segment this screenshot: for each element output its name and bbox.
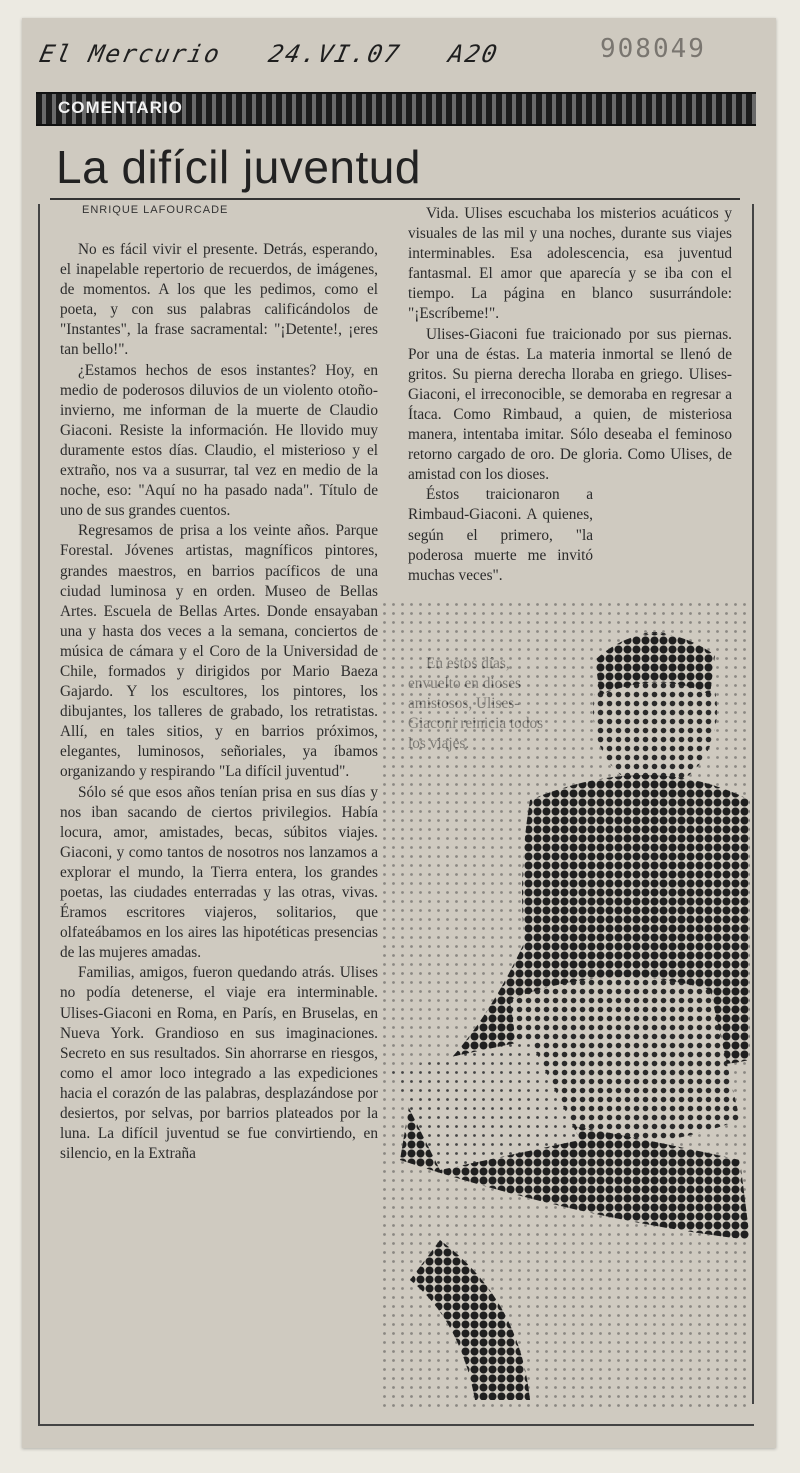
paragraph: No es fácil vivir el presente. Detrás, esperando, el inapelable repertorio de recuerdos, de imágenes, de momentos. A los que les pedimos, como el poeta, y con sus palabras calificándolos de "Instantes", la frase sacramental: "¡Detente!, ¡eres tan bello!". [60,241,378,359]
paragraph: Familias, amigos, fueron quedando atrás. Ulises no podía detenerse, el viaje era interminable. Ulises-Giaconi en Roma, en París, en Bruselas, en Nueva York. Grandioso en sus imaginaciones. Secreto en sus resultados. Sin ahorrarse en riesgos, como el amor loco integrado a las expediciones hacia el corazón de las palabras, desplazándose por desiertos, por selvas, por barrios plateados por la luna. La difícil juventud se fue convirtiendo, en silencio, en la Extraña [60,964,378,1163]
bottom-rule [38,1424,754,1426]
page-number: A20 [445,40,501,68]
archive-number: 908049 [600,34,706,64]
paragraph: Sólo sé que esos años tenían prisa en sus días y nos iban sacando de ciertos privilegios. Había locura, amor, amistades, becas, súbitos viajes. Giaconi, y como tantos de nosotros nos lanzamos a explorar el mundo, la Tierra entera, los grandes poetas, las ciudades enterradas y las otras, vivas. Éramos escritores viajeros, solitarios, que olfateábamos en los aires las hipotéticas presencias de las mujeres amadas. [60,783,378,962]
newspaper-name: El Mercurio [37,40,224,68]
byline: ENRIQUE LAFOURCADE [82,204,229,216]
article-column-left [60,240,378,1164]
paragraph: Éstos traicionaron a Rimbaud-Giaconi. A quienes, según el primero, "la poderosa muerte me invitó muchas veces". [408,486,593,584]
title-divider [50,198,740,200]
publication-date: 24.VI.07 [265,40,404,68]
paragraph: Vida. Ulises escuchaba los misterios acuáticos y visuales de las mil y una noches, durante sus viajes interminables. Esa adolescencia, esa juventud fantasmal. El amor que aparecía y se iba con el tiempo. La página en blanco susurrándole: "¡Escríbeme!". [408,205,732,323]
paragraph: ¿Estamos hechos de esos instantes? Hoy, en medio de poderosos diluvios de un violento otoño-invierno, me informan de la muerte de Claudio Giaconi. Resiste la información. He llovido muy duramente estos días. Claudio, el misterioso y el extraño, nos va a susurrar, tal vez en medio de la noche, eso: "Aquí no ha pasado nada". Título de uno de sus grandes cuentos. [60,361,378,520]
article-title: La difícil juventud [56,141,421,193]
handwritten-source-note [37,40,501,68]
article-column-right [408,204,732,586]
column-rule [38,204,40,1424]
section-rubric-bar [36,92,756,126]
column-rule [752,204,754,1404]
paragraph: Ulises-Giaconi fue traicionado por sus piernas. Por una de éstas. La materia inmortal se llenó de gritos. Su pierna derecha lloraba en griego. Ulises-Giaconi, el irreconocible, se demoraba en regresar a Ítaca. Como Rimbaud, a quien, de misteriosa manera, intentaba imitar. Sólo deseaba el feminoso retorno cargado de oro. De gloria. Como Ulises, de amistad con los dioses. [408,325,732,484]
section-label: COMENTARIO [58,98,183,117]
paragraph: Regresamos de prisa a los veinte años. Parque Forestal. Jóvenes artistas, magníficos pintores, grandes maestros, en barrios pacíficos de una ciudad luminosa y en orden. Museo de Bellas Artes. Escuela de Bellas Artes. Donde ensayaban una y hasta dos veces a la semana, conciertos de música de cámara y el Coro de la Universidad de Chile, formados y dirigidos por Mario Baeza Gajardo. Y los escultores, los pintores, los dibujantes, los talleres de grabado, los retratistas. Allí, en tales sitios, y en barrios próximos, elegantes, luminosos, señoriales, ya íbamos organizando y respirando "La difícil juventud". [60,522,378,781]
halftone-portrait-photo [380,600,750,1410]
